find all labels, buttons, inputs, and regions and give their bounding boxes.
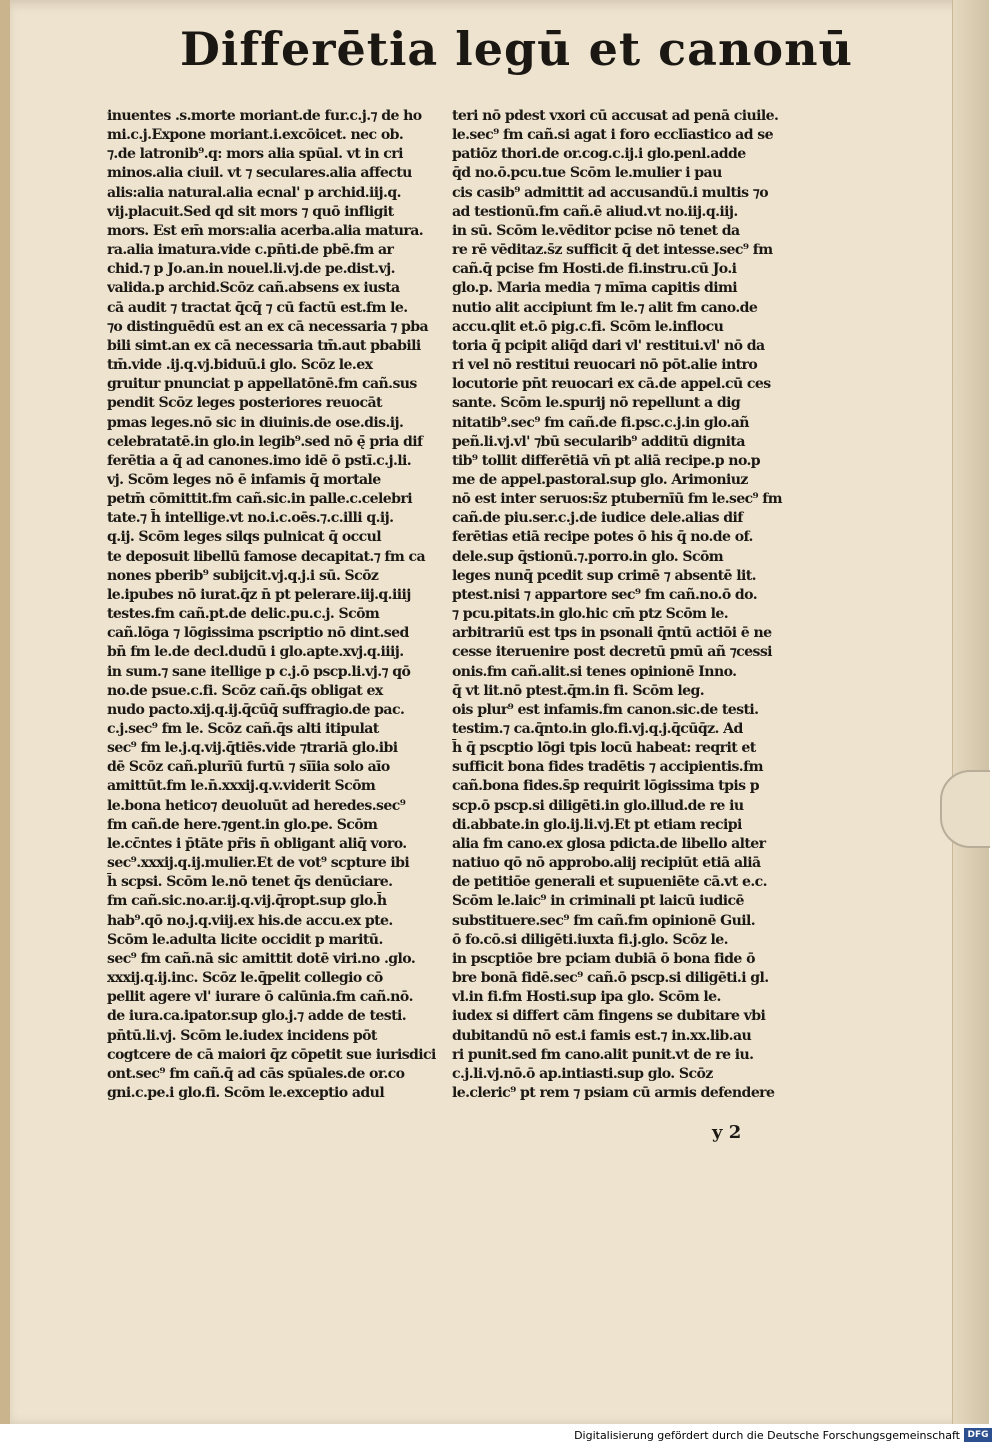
signature-mark: y 2 <box>712 1122 742 1143</box>
text-line: ferētias etiā recipe potes ō his q̄ no.de of. <box>452 529 753 546</box>
text-line: amittūt.fm le.n̄.xxxij.q.v.viderit Scōm <box>107 778 376 795</box>
text-line: celebratatē.in glo.in legib⁹.sed nō ę̄ pria dif <box>107 433 423 450</box>
text-line: cā audit ⁊ tractat q̄cq̄ ⁊ cū factū est.fm le. <box>107 299 408 316</box>
text-line: bn̄ fm le.de decl.dudū i glo.apte.xvj.q.iiij. <box>107 644 404 661</box>
text-line: cogtcere de cā maiori q̄z cōpetit sue iurisdici <box>107 1046 436 1063</box>
right-text-column <box>452 107 782 1103</box>
text-line: te deposuit libellū famose decapitat.⁊ fm ca <box>107 548 426 565</box>
text-line: c.j.sec⁹ fm le. Scōz cañ.q̄s alti itipulat <box>107 721 379 737</box>
text-line: nones pberib⁹ subijcit.vj.q.j.i sū. Scōz <box>107 567 379 584</box>
text-line: dē Scōz cañ.plurīū furtū ⁊ sīīia solo aīo <box>107 759 390 776</box>
text-line: vij.placuit.Sed qd sit mors ⁊ quō infligit <box>107 203 394 220</box>
text-line: no.de psue.c.fi. Scōz cañ.q̄s obligat ex <box>107 682 383 699</box>
text-line: scp.ō pscp.si diligēti.in glo.illud.de re iu <box>452 797 744 814</box>
text-line: sec⁹.xxxij.q.ij.mulier.Et de vot⁹ scpture ibi <box>107 855 410 872</box>
text-line: tate.⁊ h̄ intellige.vt no.i.c.oēs.⁊.c.illi q.ij. <box>107 510 394 527</box>
funding-notice: Digitalisierung gefördert durch die Deutsche Forschungsgemeinschaft <box>574 1429 960 1442</box>
text-line: tm̄.vide .ij.q.vj.biduū.i glo. Scōz le.ex <box>107 357 373 374</box>
thumb-tab <box>940 770 990 848</box>
text-line: teri nō pdest vxori cū accusat ad penā ciuile. <box>452 108 779 124</box>
left-text-column <box>107 107 443 1103</box>
text-line: h̄ q̄ pscptio lōgi tpis locū habeat: reqrit et <box>452 740 756 757</box>
text-line: cesse iteruenire post decretū pmū añ ⁊cessi <box>452 644 772 661</box>
text-line: iudex si differt cām fingens se dubitare vbi <box>452 1008 766 1025</box>
text-line: le.ipubes nō iurat.q̄z n̄ pt pelerare.iij.q.iiij <box>107 586 411 603</box>
text-line: pendit Scōz leges posteriores reuocāt <box>107 395 382 412</box>
text-line: q̄d no.ō.pcu.tue Scōm le.mulier i pau <box>452 165 722 182</box>
text-line: ō fo.cō.si diligēti.iuxta fi.j.glo. Scōz le. <box>452 931 728 948</box>
text-line: valida.p archid.Scōz cañ.absens ex iusta <box>107 280 400 297</box>
text-line: di.abbate.in glo.ij.li.vj.Et pt etiam recipi <box>452 816 742 833</box>
text-line: sufficit bona fides tradētis ⁊ accipientis.fm <box>452 759 763 776</box>
text-line: sec⁹ fm cañ.nā sic amittit dotē viri.no .glo. <box>107 950 416 967</box>
text-line: Scōm le.adulta licite occidit p maritū. <box>107 931 383 948</box>
text-line: testes.fm cañ.pt.de delic.pu.c.j. Scōm <box>107 606 380 623</box>
text-line: ⁊ pcu.pitats.in glo.hic cm̄ ptz Scōm le. <box>452 606 729 623</box>
text-line: nitatib⁹.sec⁹ fm cañ.de fi.psc.c.j.in glo.añ <box>452 414 749 431</box>
page-fore-edge <box>952 0 989 1424</box>
text-line: bre bonā fidē.sec⁹ cañ.ō pscp.si diligēti.i gl. <box>452 970 769 987</box>
text-line: le.sec⁹ fm cañ.si agat i foro ecclīastico ad se <box>452 127 773 144</box>
text-line: me de appel.pastoral.sup glo. Arimoniuz <box>452 471 748 488</box>
text-line: vl.in fi.fm Hosti.sup ipa glo. Scōm le. <box>452 989 721 1006</box>
text-line: h̄ scpsi. Scōm le.nō tenet q̄s denūciare. <box>107 874 393 891</box>
text-line: cañ.bona fides.s̄p requirit lōgissima tpis p <box>452 778 759 795</box>
text-line: in pscptiōe bre pciam dubiā ō bona fide ō <box>452 950 755 967</box>
text-line: re rē vēditaz.s̄z sufficit q̄ det intesse.sec⁹ fm <box>452 242 773 259</box>
text-line: nō est inter seruos:s̄z ptubernīū fm le.sec⁹ fm <box>452 491 782 508</box>
text-line: accu.qlit et.ō pig.c.fi. Scōm le.inflocu <box>452 318 724 335</box>
text-line: fm cañ.sic.no.ar.ij.q.vij.q̄ropt.sup glo.h̄ <box>107 893 387 910</box>
text-line: minos.alia ciuil. vt ⁊ seculares.alia affectu <box>107 165 412 182</box>
text-line: pmas leges.nō sic in diuinis.de ose.dis.ij. <box>107 414 404 431</box>
text-line: le.cleric⁹ pt rem ⁊ psiam cū armis defendere <box>452 1084 775 1101</box>
text-line: c.j.li.vj.nō.ō ap.intiasti.sup glo. Scōz <box>452 1065 713 1082</box>
text-line: ad testionū.fm cañ.ē aliud.vt no.iij.q.iij. <box>452 203 738 220</box>
text-line: ra.alia imatura.vide c.pn̄ti.de pbē.fm ar <box>107 242 394 259</box>
text-line: leges nunq̄ pcedit sup crimē ⁊ absentē lit. <box>452 567 756 584</box>
text-line: in sum.⁊ sane itellige p c.j.ō pscp.li.vj.⁊ qō <box>107 663 411 680</box>
text-line: ri punit.sed fm cano.alit punit.vt de re iu. <box>452 1046 754 1063</box>
text-line: arbitrariū est tps in psonali q̄ntū actiōi ē ne <box>452 625 772 642</box>
text-line: Scōm le.laic⁹ in criminali pt laicū iudicē <box>452 893 744 910</box>
text-line: chid.⁊ p Jo.an.in nouel.li.vj.de pe.dist.vj. <box>107 261 395 278</box>
text-line: cañ.q̄ pcise fm Hosti.de fi.instru.cū Jo.i <box>452 261 737 278</box>
text-line: dubitandū nō est.i famis est.⁊ in.xx.lib.au <box>452 1027 752 1044</box>
text-line: peñ.li.vj.vl' ⁊bū secularib⁹ additū dignita <box>452 433 745 450</box>
text-line: sec⁹ fm le.j.q.vij.q̄tiēs.vide ⁊trariā glo.ibi <box>107 740 398 757</box>
text-line: ⁊o distinguēdū est an ex cā necessaria ⁊ pba <box>107 318 429 335</box>
text-line: de petitiōe generali et supueniēte cā.vt e.c. <box>452 874 767 891</box>
text-line: toria q̄ pcipit aliq̄d dari vl' restitui.vl' nō da <box>452 337 765 354</box>
text-line: pellit agere vl' iurare ō calūnia.fm cañ.nō. <box>107 989 413 1006</box>
text-line: gruitur pnunciat p appellatōnē.fm cañ.sus <box>107 376 417 393</box>
text-line: ptest.nisi ⁊ appartore sec⁹ fm cañ.no.ō do. <box>452 586 758 603</box>
text-line: glo.p. Maria media ⁊ mīma capitis dimi <box>452 280 738 297</box>
text-line: cis casib⁹ admittit ad accusandū.i multis ⁊o <box>452 184 769 201</box>
text-line: mi.c.j.Expone moriant.i.excōicet. nec ob. <box>107 127 404 144</box>
text-line: cañ.de piu.ser.c.j.de iudice dele.alias dif <box>452 510 743 527</box>
text-line: petm̄ cōmittit.fm cañ.sic.in palle.c.celebri <box>107 491 412 508</box>
text-line: alia fm cano.ex glosa pdicta.de libello alter <box>452 835 766 852</box>
text-line: locutorie pn̄t reuocari ex cā.de appel.cū ces <box>452 376 771 393</box>
text-line: ferētia a q̄ ad canones.imo idē ō pstī.c.j.li. <box>107 452 412 469</box>
text-line: sante. Scōm le.spurij nō repellunt a dig <box>452 395 741 412</box>
text-line: nudo pacto.xij.q.ij.q̄cūq̄ suffragio.de pac. <box>107 701 405 718</box>
text-line: bili simt.an ex cā necessaria tm̄.aut pbabili <box>107 337 421 354</box>
text-line: de iura.ca.ipator.sup glo.j.⁊ adde de testi. <box>107 1008 407 1025</box>
text-line: dele.sup q̄stionū.⁊.porro.in glo. Scōm <box>452 548 724 565</box>
text-line: fm cañ.de here.⁊gent.in glo.pe. Scōm <box>107 816 378 833</box>
text-line: q̄ vt lit.nō ptest.q̄m.in fi. Scōm leg. <box>452 682 705 699</box>
text-line: inuentes .s.morte moriant.de fur.c.j.⁊ de ho <box>107 108 422 124</box>
text-line: nutio alit accipiunt fm le.⁊ alit fm cano.de <box>452 299 758 316</box>
text-line: le.bona hetico⁊ deuoluūt ad heredes.sec⁹ <box>107 797 406 814</box>
text-line: pn̄tū.li.vj. Scōm le.iudex incidens pōt <box>107 1027 377 1044</box>
text-line: ont.sec⁹ fm cañ.q̄ ad cās spūales.de or.co <box>107 1065 405 1082</box>
text-line: natiuo qō nō approbo.alij recipiūt etiā aliā <box>452 855 761 872</box>
text-line: gni.c.pe.i glo.fi. Scōm le.exceptio adul <box>107 1084 385 1101</box>
text-line: mors. Est em̄ mors:alia acerba.alia matura. <box>107 222 424 239</box>
text-line: ois plur⁹ est infamis.fm canon.sic.de testi. <box>452 701 759 718</box>
text-line: onis.fm cañ.alit.si tenes opinionē Inno. <box>452 663 737 680</box>
text-line: testim.⁊ ca.q̄nto.in glo.fi.vj.q.j.q̄cūq̄z. Ad <box>452 721 743 737</box>
text-line: substituere.sec⁹ fm cañ.fm opinionē Guil. <box>452 912 756 929</box>
text-line: xxxij.q.ij.inc. Scōz le.q̄pelit collegio cō <box>107 970 383 987</box>
text-line: vj. Scōm leges nō ē infamis q̄ mortale <box>107 471 381 488</box>
text-line: cañ.lōga ⁊ lōgissima pscriptio nō dint.sed <box>107 625 409 642</box>
text-line: hab⁹.qō no.j.q.viij.ex his.de accu.ex pte. <box>107 912 393 929</box>
text-line: ri vel nō restitui reuocari nō pōt.alie intro <box>452 357 758 374</box>
running-header: Differētia legū et canonū <box>180 22 853 76</box>
text-line: tib⁹ tollit differētiā vn̄ pt aliā recipe.p no.p <box>452 452 761 469</box>
footer-bar <box>0 1424 1000 1449</box>
text-line: le.cc̄ntes i p̄tāte pr̄is n̄ obligant aliq̄ voro. <box>107 835 407 852</box>
text-line: alis:alia natural.alia ecnal' p archid.iij.q. <box>107 184 401 201</box>
dfg-logo: DFG <box>964 1428 992 1442</box>
text-line: ⁊.de latronib⁹.q: mors alia spūal. vt in cri <box>107 146 403 163</box>
text-line: patiōz thori.de or.cog.c.ij.i glo.penl.adde <box>452 146 746 163</box>
page-binding-edge <box>0 0 10 1424</box>
text-line: in sū. Scōm le.vēditor pcise nō tenet da <box>452 222 740 239</box>
text-line: q.ij. Scōm leges silqs pulnicat q̄ occul <box>107 529 382 546</box>
